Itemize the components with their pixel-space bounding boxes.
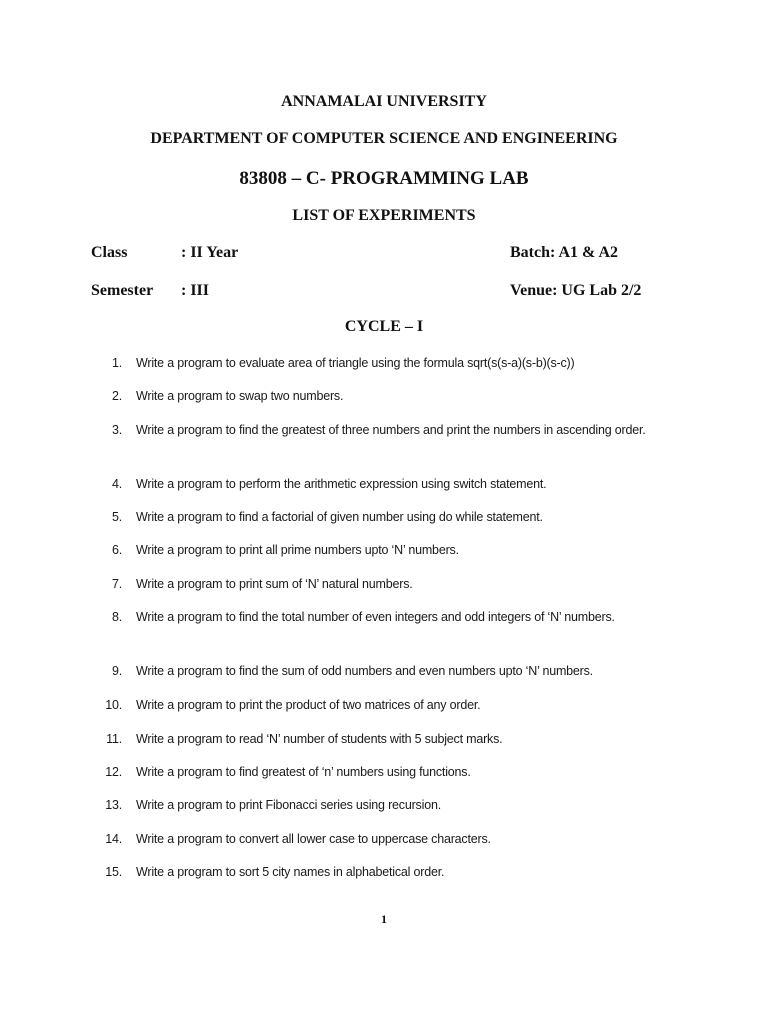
item-text: Write a program to perform the arithmetic expression using switch statement. bbox=[136, 477, 547, 491]
class-value: : II Year bbox=[181, 244, 239, 261]
course-title: 83808 – C- PROGRAMMING LAB bbox=[239, 168, 529, 189]
item-number: 6. bbox=[111, 543, 122, 557]
item-text: Write a program to print all prime numbers upto ‘N’ numbers. bbox=[136, 543, 459, 557]
item-text: Write a program to convert all lower case to uppercase characters. bbox=[136, 832, 491, 846]
university-title: ANNAMALAI UNIVERSITY bbox=[281, 93, 487, 110]
item-number: 2. bbox=[111, 389, 122, 403]
batch-text: Batch: A1 & A2 bbox=[510, 244, 618, 261]
item-text: Write a program to find the sum of odd numbers and even numbers upto ‘N’ numbers. bbox=[136, 664, 593, 678]
item-number: 12. bbox=[105, 765, 122, 779]
item-number: 13. bbox=[105, 798, 122, 812]
item-number: 9. bbox=[111, 664, 122, 678]
list-title: LIST OF EXPERIMENTS bbox=[292, 207, 476, 224]
item-number: 11. bbox=[106, 732, 122, 746]
item-text: Write a program to find greatest of ‘n’ numbers using functions. bbox=[136, 765, 471, 779]
class-row bbox=[91, 244, 391, 266]
cycle-title: CYCLE – I bbox=[344, 318, 424, 335]
item-text: Write a program to find the total number of even integers and odd integers of ‘N’ numbers. bbox=[136, 610, 615, 624]
page-number: 1 bbox=[381, 912, 387, 926]
venue-row bbox=[510, 282, 710, 304]
item-number: 10. bbox=[105, 698, 122, 712]
item-text: Write a program to find the greatest of three numbers and print the numbers in ascending order. bbox=[136, 423, 646, 437]
item-number: 3. bbox=[111, 423, 122, 437]
item-number: 1. bbox=[111, 356, 122, 370]
item-text: Write a program to evaluate area of triangle using the formula sqrt(s(s-a)(s-b)(s-c)) bbox=[136, 356, 575, 370]
item-text: Write a program to find a factorial of given number using do while statement. bbox=[136, 510, 543, 524]
venue-text: Venue: UG Lab 2/2 bbox=[510, 282, 642, 299]
item-number: 8. bbox=[111, 610, 122, 624]
item-number: 7. bbox=[111, 577, 122, 591]
item-number: 4. bbox=[111, 477, 122, 491]
item-text: Write a program to read ‘N’ number of students with 5 subject marks. bbox=[136, 732, 503, 746]
batch-row bbox=[510, 244, 710, 266]
item-text: Write a program to sort 5 city names in alphabetical order. bbox=[136, 865, 445, 879]
department-title: DEPARTMENT OF COMPUTER SCIENCE AND ENGINEERING bbox=[150, 130, 618, 147]
semester-value: : III bbox=[181, 282, 210, 299]
class-label: Class bbox=[91, 244, 128, 261]
item-number: 5. bbox=[111, 510, 122, 524]
item-number: 14. bbox=[105, 832, 122, 846]
semester-label: Semester bbox=[91, 282, 154, 299]
item-number: 15. bbox=[105, 865, 122, 879]
item-text: Write a program to swap two numbers. bbox=[136, 389, 344, 403]
item-text: Write a program to print Fibonacci series using recursion. bbox=[136, 798, 441, 812]
semester-row bbox=[91, 282, 391, 304]
item-text: Write a program to print the product of two matrices of any order. bbox=[136, 698, 481, 712]
item-text: Write a program to print sum of ‘N’ natural numbers. bbox=[136, 577, 413, 591]
